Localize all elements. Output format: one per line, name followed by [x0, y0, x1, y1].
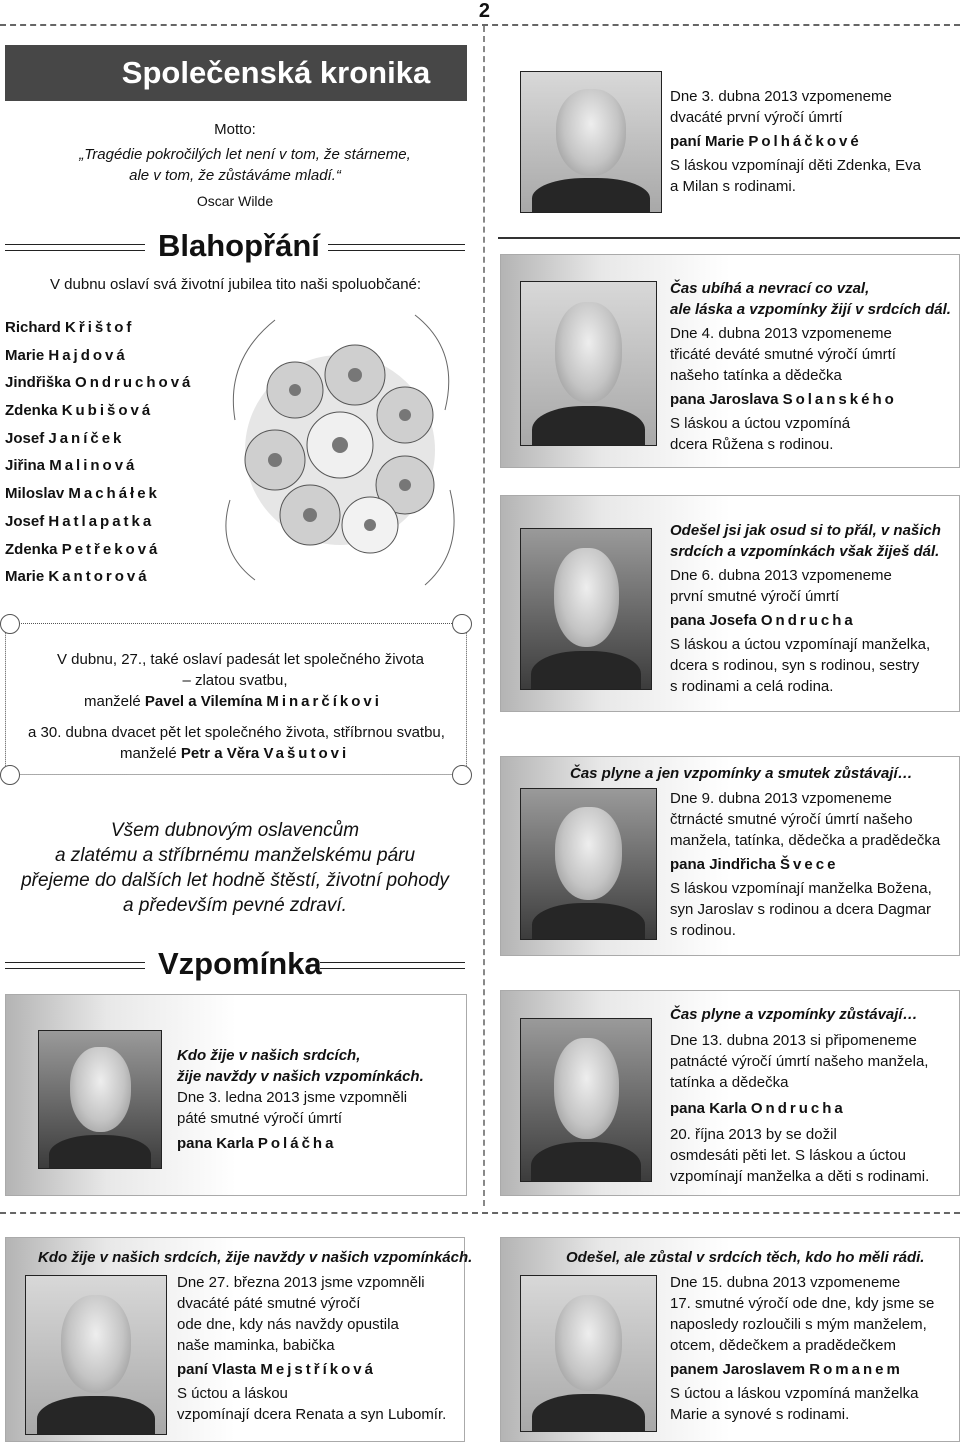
- portrait-photo: [520, 1018, 652, 1182]
- chronicle-title-bar: [5, 45, 467, 101]
- ornament-icon: [0, 765, 20, 785]
- list-item: Richard Křištof: [5, 319, 135, 336]
- ornament-icon: [452, 614, 472, 634]
- ornament-icon: [452, 765, 472, 785]
- portrait-photo: [520, 1275, 657, 1432]
- list-item: Miloslav Macháłek: [5, 485, 160, 503]
- wish-text: Všem dubnovým oslavencům a zlatému a stříbrnému manželskému páru přejeme do dalších let hodně štěstí, životní pohody a především pevné zdraví.: [21, 820, 449, 916]
- separator: [498, 237, 960, 239]
- greetings-title: Blahopřání: [158, 228, 320, 263]
- memorial-quote: Kdo žije v našich srdcích, žije navždy v našich vzpomínkách.: [38, 1249, 473, 1266]
- memorial-text: Čas ubíhá a nevrací co vzal, ale láska a vzpomínky žijí v srdcích dál. Dne 4. dubna 2013 vzpomeneme třicáté deváté smutné výročí úmrtí našeho tatínka a dědečka pana Jaroslava Solanského S láskou a úctou vzpomíná dcera Růžena s rodinou.: [670, 280, 951, 453]
- flower-bouquet-illustration: [215, 300, 465, 600]
- anniversary-gold-sub: – zlatou svatbu,: [182, 672, 288, 689]
- memorial-text: Dne 3. dubna 2013 vzpomeneme dvacáté první výročí úmrtí paní Marie Polháčkové S láskou vzpomínají děti Zdenka, Eva a Milan s rodinami.: [670, 88, 921, 195]
- list-item: Josef Janíček: [5, 429, 125, 447]
- bottom-divider: [0, 1212, 960, 1214]
- portrait-photo: [520, 528, 652, 690]
- remembrance-heading: [0, 944, 470, 984]
- memorial-quote: Čas plyne a jen vzpomínky a smutek zůstávají…: [570, 765, 913, 782]
- portrait-photo: [38, 1030, 162, 1169]
- anniversary-gold-text: V dubnu, 27., také oslaví padesát let společného života: [57, 651, 424, 668]
- memorial-text: Dne 15. dubna 2013 vzpomeneme 17. smutné výročí ode dne, kdy jsme se naposledy rozloučili s mým manželem, otcem, dědečkem a pradědečkem panem Jaroslavem Romanem S úctou a láskou vzpomíná manželka Marie a synové s rodinami.: [670, 1274, 935, 1423]
- memorial-text: Čas plyne a vzpomínky zůstávají… Dne 13. dubna 2013 si připomeneme patnácté výročí úmrtí našeho manžela, tatínka a dědečka pana Karla Ondrucha 20. října 2013 by se dožil osmdesáti pěti let. S láskou a úctou vzpomínají manželka a děti s rodinami.: [670, 1006, 930, 1185]
- anniversary-silver-couple: manželé Petr a Věra Vašutovi: [120, 745, 350, 762]
- motto-label: Motto:: [214, 121, 256, 138]
- list-item: Marie Kantorová: [5, 568, 150, 586]
- anniversary-gold-couple: manželé Pavel a Vilemína Minarčíkovi: [84, 693, 382, 710]
- jubilee-list: [5, 314, 225, 591]
- remembrance-title: Vzpomínka: [158, 946, 322, 981]
- portrait-photo: [25, 1275, 167, 1435]
- motto-line-1: „Tragédie pokročilých let není v tom, že stárneme,: [79, 146, 411, 163]
- list-item: Jindřiška Ondruchová: [5, 374, 194, 392]
- column-divider: [483, 26, 485, 1206]
- memorial-text: Dne 9. dubna 2013 vzpomeneme čtrnácté smutné výročí úmrtí našeho manžela, tatínka, dědečka a pradědečka pana Jindřicha Švece S láskou vzpomínají manželka Božena, syn Jaroslav s rodinou a dcera Dagmar s rodinou.: [670, 790, 941, 939]
- portrait-photo: [520, 71, 662, 213]
- anniversary-silver-text: a 30. dubna dvacet pět let společného života, stříbrnou svatbu,: [28, 724, 445, 741]
- list-item: Josef Hatlapatka: [5, 512, 155, 530]
- memorial-quote: Odešel, ale zůstal v srdcích těch, kdo ho měli rádi.: [566, 1249, 925, 1266]
- portrait-photo: [520, 788, 657, 940]
- memorial-text: Dne 27. března 2013 jsme vzpomněli dvacáté páté smutné výročí ode dne, kdy nás navždy opustila naše maminka, babička paní Vlasta Mejstříková S úctou a láskou vzpomínají dcera Renata a syn Lubomír.: [177, 1274, 447, 1423]
- motto-line-2: ale v tom, že zůstáváme mladí.“: [129, 167, 341, 184]
- list-item: Jiřina Malinová: [5, 457, 138, 475]
- ornament-icon: [0, 614, 20, 634]
- memorial-text: Odešel jsi jak osud si to přál, v našich srdcích a vzpomínkách však žiješ dál. Dne 6. dubna 2013 vzpomeneme první smutné výročí úmrtí pana Josefa Ondrucha S láskou a úctou vzpomínají manželka, dcera s rodinou, syn s rodinou, sestry s rodinami a celá rodina.: [670, 522, 941, 695]
- memorial-text: Kdo žije v našich srdcích, žije navždy v našich vzpomínkách. Dne 3. ledna 2013 jsme vzpomněli páté smutné výročí úmrtí pana Karla Poláčha: [177, 1047, 424, 1152]
- motto-author: Oscar Wilde: [196, 193, 274, 209]
- portrait-photo: [520, 281, 657, 446]
- list-item: Marie Hajdová: [5, 346, 128, 364]
- page-number: 2: [478, 0, 490, 22]
- top-divider: [0, 24, 960, 26]
- greetings-intro: V dubnu oslaví svá životní jubilea tito naši spoluobčané:: [50, 276, 422, 293]
- list-item: Zdenka Kubišová: [5, 402, 154, 420]
- chronicle-title: Společenská kronika: [121, 55, 431, 90]
- list-item: Zdenka Petřeková: [5, 540, 161, 558]
- greetings-heading: [0, 226, 470, 266]
